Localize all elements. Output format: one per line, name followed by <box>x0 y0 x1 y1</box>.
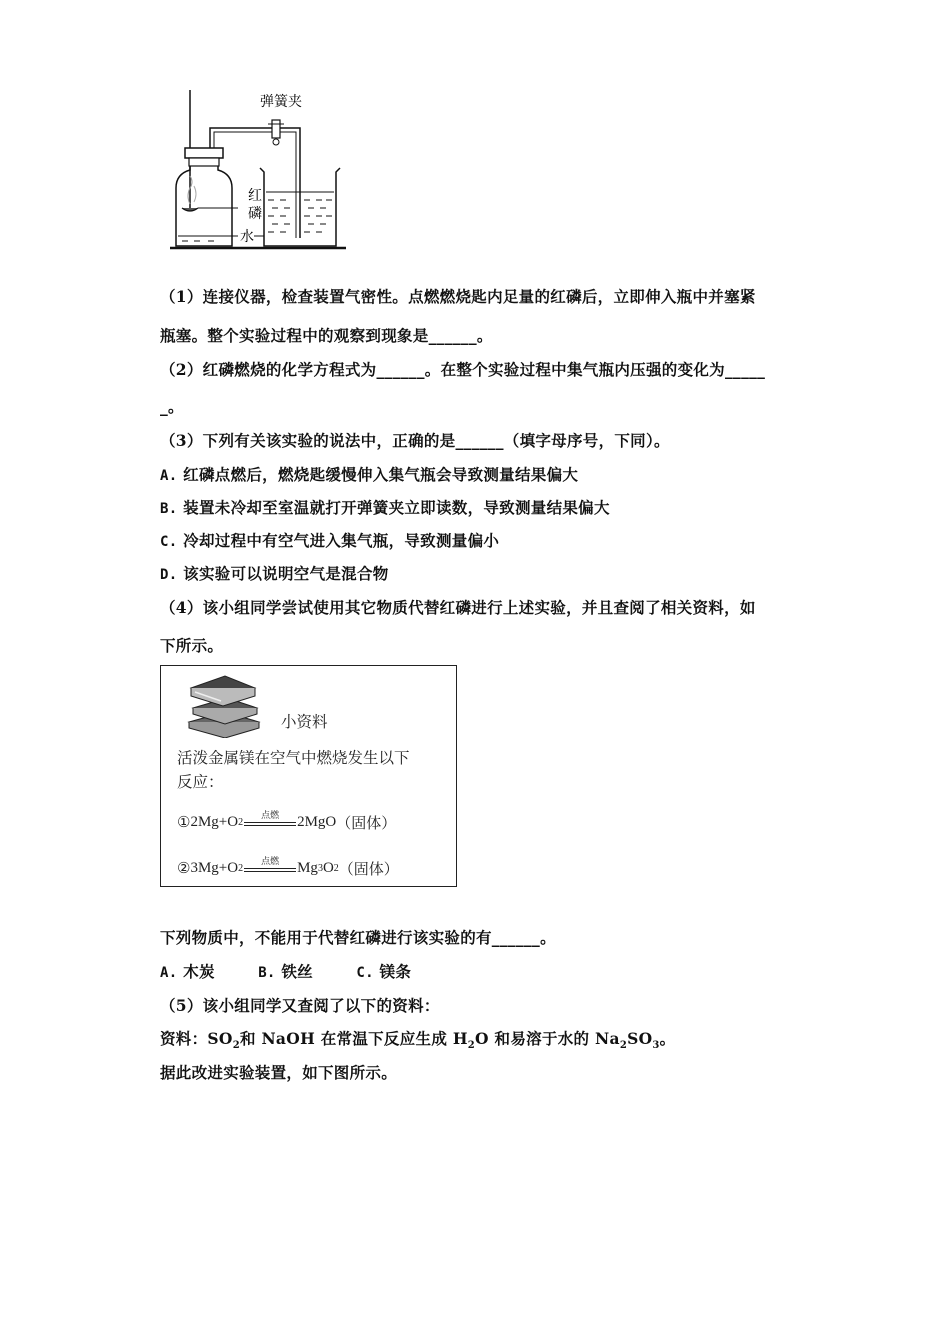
option-letter: A. <box>160 965 178 981</box>
option-text: 装置未冷却至室温就打开弹簧夹立即读数，导致测量结果偏大 <box>183 498 610 517</box>
condition-text: 点燃 <box>261 810 280 821</box>
products: Mg <box>297 860 318 876</box>
option-text: 铁丝 <box>281 962 313 981</box>
material-text: O 和易溶于水的 Na <box>475 1029 620 1048</box>
reaction-number: ① <box>177 815 191 831</box>
option-text: 红磷点燃后，燃烧匙缓慢伸入集气瓶会导致测量结果偏大 <box>183 465 579 484</box>
q5-after: 据此改进实验装置，如下图所示。 <box>160 1063 398 1082</box>
option-text: 木炭 <box>183 962 215 981</box>
option-letter: C. <box>160 534 178 550</box>
q4-options <box>160 960 411 982</box>
material-text: 资料：SO <box>160 1029 233 1048</box>
books-icon <box>185 672 265 738</box>
q3-option-c <box>160 529 499 551</box>
q5-stem: （5）该小组同学又查阅了以下的资料： <box>160 996 440 1015</box>
reactants: 3Mg+O <box>190 860 239 876</box>
q1-line1: （1）连接仪器，检查装置气密性。点燃燃烧匙内足量的红磷后，立即伸入瓶中并塞紧 <box>160 287 756 306</box>
q4-line2: 下所示。 <box>160 636 224 655</box>
option-text: 镁条 <box>379 962 412 981</box>
option-letter: A. <box>160 468 178 484</box>
q4-question: 下列物质中，不能用于代替红磷进行该实验的有______。 <box>160 928 556 947</box>
info-title: 小资料 <box>281 713 328 731</box>
apparatus-diagram <box>168 88 348 254</box>
q2-line2: _。 <box>160 397 184 416</box>
products: O <box>322 860 334 876</box>
subscript: 3 <box>652 1040 660 1052</box>
option-letter: C. <box>356 965 374 981</box>
q1-line2: 瓶塞。整个实验过程中的观察到现象是______。 <box>160 326 493 345</box>
info-text-1: 活泼金属镁在空气中燃烧发生以下 <box>177 749 410 767</box>
state-note: （固体） <box>338 860 399 878</box>
info-text-2: 反应： <box>177 773 224 791</box>
q3-option-d <box>160 562 389 584</box>
subscript: 2 <box>238 817 244 828</box>
clip-label: 弹簧夹 <box>260 94 302 110</box>
reactants: 2Mg+O <box>190 814 239 830</box>
material-text: 和 NaOH 在常温下反应生成 H <box>239 1029 468 1048</box>
option-text: 该实验可以说明空气是混合物 <box>183 564 389 583</box>
condition-text: 点燃 <box>261 856 280 867</box>
option-letter: B. <box>160 501 178 517</box>
q3-stem: （3）下列有关该实验的说法中，正确的是______（填字母序号，下同）。 <box>160 431 670 450</box>
option-text: 冷却过程中有空气进入集气瓶，导致测量偏小 <box>183 531 500 550</box>
option-letter: B. <box>258 965 276 981</box>
state-note: （固体） <box>336 814 397 832</box>
q2-line1: （2）红磷燃烧的化学方程式为______。在整个实验过程中集气瓶内压强的变化为_____ <box>160 360 766 379</box>
subscript: 3 <box>317 863 323 874</box>
reaction-2 <box>177 858 399 879</box>
q3-option-b <box>160 496 610 518</box>
red-phosphorus-label-1: 红 <box>248 188 262 204</box>
subscript: 2 <box>232 1040 240 1052</box>
condition-arrow <box>244 810 296 832</box>
q4-line1: （4）该小组同学尝试使用其它物质代替红磷进行上述实验，并且查阅了相关资料，如 <box>160 598 756 617</box>
info-box <box>160 665 457 887</box>
material-text: SO <box>627 1029 653 1048</box>
q3-option-a <box>160 463 578 485</box>
red-phosphorus-label-2: 磷 <box>248 206 262 222</box>
subscript: 2 <box>238 863 244 874</box>
condition-arrow <box>244 856 296 878</box>
q5-material <box>160 1027 675 1051</box>
reaction-1 <box>177 812 396 833</box>
apparatus-figure <box>168 88 348 254</box>
reaction-number: ② <box>177 861 191 877</box>
water-label: 水 <box>240 229 254 245</box>
material-text: 。 <box>659 1029 676 1048</box>
subscript: 2 <box>467 1040 476 1052</box>
products: 2MgO <box>297 814 337 830</box>
subscript: 2 <box>333 863 339 874</box>
option-letter: D. <box>160 567 178 583</box>
subscript: 2 <box>619 1040 628 1052</box>
